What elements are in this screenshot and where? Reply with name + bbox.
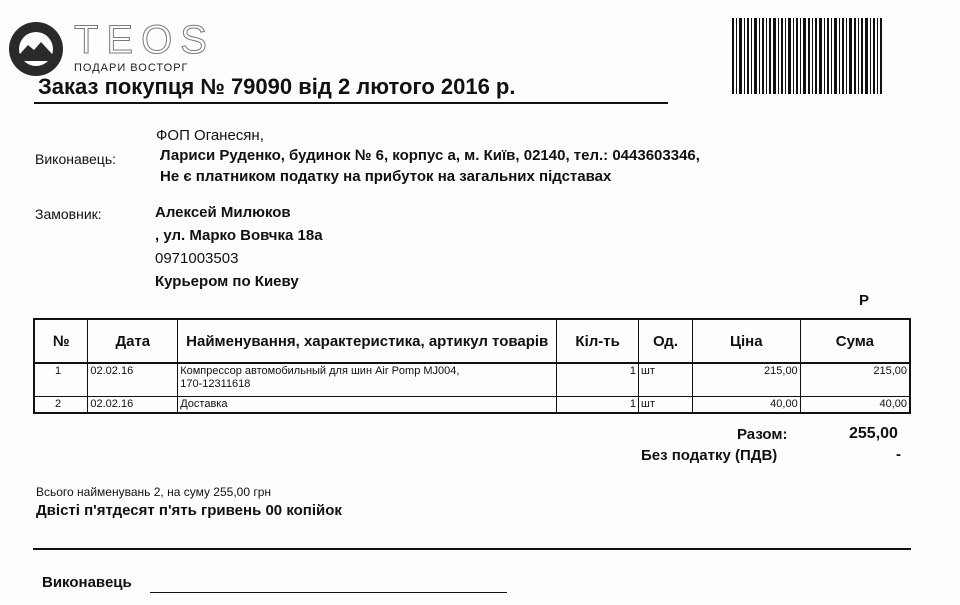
row-date: 02.02.16 [88, 363, 178, 397]
header-qty: Кіл-ть [557, 319, 639, 363]
row-name-line-2: 170-12311618 [180, 378, 251, 390]
total-in-words: Двісті п'ятдесят п'ять гривень 00 копійок [36, 502, 342, 519]
header-date: Дата [88, 319, 178, 363]
row-qty: 1 [557, 397, 639, 414]
items-count-summary: Всього найменувань 2, на суму 255,00 грн [36, 485, 272, 499]
document-title: Заказ покупця № 79090 від 2 лютого 2016 р. [38, 74, 516, 99]
row-qty: 1 [557, 363, 639, 397]
table-header-row [34, 319, 910, 363]
logo-slogan: ПОДАРИ ВОСТОРГ [74, 62, 189, 74]
header-name: Найменування, характеристика, артикул товарів [178, 319, 557, 363]
executor-line-2: Лариси Руденко, будинок № 6, корпус а, м. Київ, 02140, тел.: 0443603346, [160, 147, 700, 164]
executor-label: Виконавець: [35, 151, 117, 167]
row-unit: шт [639, 397, 693, 414]
table-row [34, 363, 910, 397]
barcode-icon [732, 18, 882, 94]
currency-mark: Р [859, 292, 870, 309]
header-price: Ціна [692, 319, 800, 363]
total-label: Разом: [737, 426, 788, 443]
row-no: 2 [34, 397, 88, 414]
row-name-line-1: Компрессор автомобильный для шин Air Pomp MJ004, [180, 365, 460, 377]
logo-wordmark: TEOS [74, 18, 215, 62]
company-logo [8, 18, 223, 80]
table-row [34, 397, 910, 414]
row-sum: 40,00 [800, 397, 910, 414]
row-name [178, 397, 557, 414]
executor-line-1: ФОП Оганесян, [156, 127, 264, 144]
mountain-sunrise-logo-icon [8, 21, 64, 77]
vat-value: - [896, 446, 901, 463]
vat-label: Без податку (ПДВ) [641, 447, 778, 464]
customer-address: , ул. Марко Вовчка 18а [155, 227, 323, 244]
row-no: 1 [34, 363, 88, 397]
items-table [33, 318, 911, 414]
row-date: 02.02.16 [88, 397, 178, 414]
row-price: 40,00 [692, 397, 800, 414]
row-name [178, 363, 557, 397]
customer-label: Замовник: [35, 206, 102, 222]
total-value: 255,00 [849, 425, 898, 442]
header-unit: Од. [639, 319, 693, 363]
signature-line [150, 592, 507, 593]
executor-line-3: Не є платником податку на прибуток на загальних підставах [160, 168, 612, 185]
signature-label: Виконавець [42, 574, 132, 591]
signature-divider [33, 548, 911, 550]
header-no: № [34, 319, 88, 363]
row-unit: шт [639, 363, 693, 397]
row-sum: 215,00 [800, 363, 910, 397]
header-sum: Сума [800, 319, 910, 363]
customer-delivery: Курьером по Киеву [155, 273, 299, 290]
row-name-line-1: Доставка [180, 398, 228, 410]
title-underline [34, 102, 668, 104]
customer-phone: 0971003503 [155, 250, 239, 267]
customer-name: Алексей Милюков [155, 204, 291, 221]
row-price: 215,00 [692, 363, 800, 397]
